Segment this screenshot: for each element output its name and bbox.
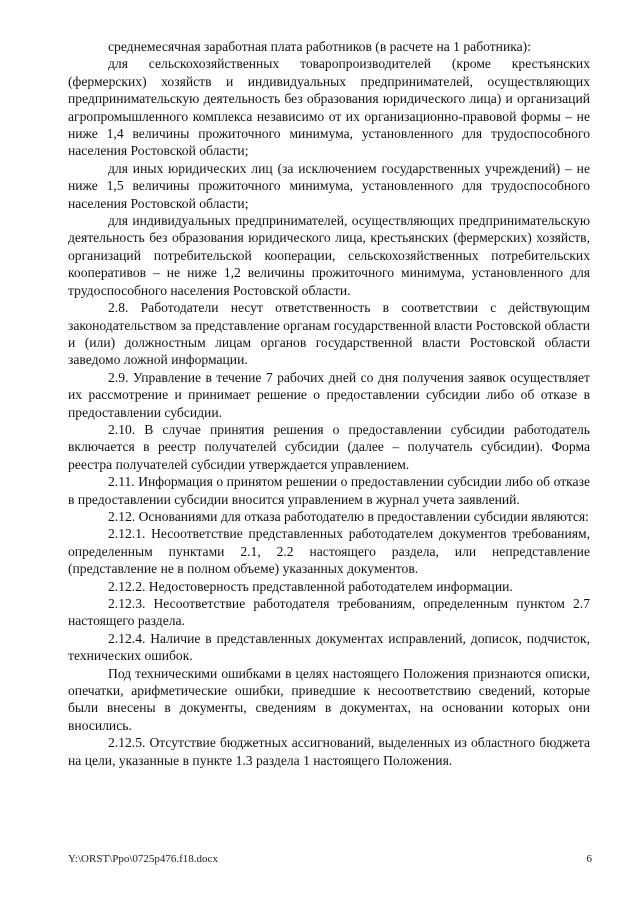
paragraph-2-12-1: 2.12.1. Несоответствие представленных работодателем документов требованиям, определенным пунктами 2.1, 2.2 настоящего раздела, или непредставление (представление не в полном объеме) указанных документов.	[68, 526, 590, 577]
paragraph-2-12-4: 2.12.4. Наличие в представленных документах исправлений, дописок, подчисток, технических ошибок.	[68, 630, 590, 664]
paragraph-2-11: 2.11. Информация о принятом решении о предоставлении субсидии либо об отказе в предоставлении субсидии вносится управлением в журнал учета заявлений.	[68, 474, 590, 507]
paragraph-2-10: 2.10. В случае принятия решения о предоставлении субсидии работодатель включается в реестр получателей субсидии (далее – получатель субсидии). Форма реестра получателей субсидии утверждается управлением.	[68, 421, 590, 472]
paragraph-other-entities: для иных юридических лиц (за исключением государственных учреждений) – не ниже 1,5 величины прожиточного минимума, установленного для трудоспособного населения Ростовской области;	[68, 160, 590, 211]
document-body	[68, 38, 590, 769]
paragraph-technical-errors: Под техническими ошибками в целях настоящего Положения признаются описки, опечатки, арифметические ошибки, приведшие к несоответствию сведений, которые были внесены в документы, сведениям в документах, на основании которых они вносились.	[68, 665, 590, 733]
paragraph-2-12-5: 2.12.5. Отсутствие бюджетных ассигнований, выделенных из областного бюджета на цели, указанные в пункте 1.3 раздела 1 настоящего Положения.	[68, 735, 590, 768]
paragraph-2-9: 2.9. Управление в течение 7 рабочих дней со дня получения заявок осуществляет их рассмотрение и принимает решение о предоставлении субсидии либо об отказе в предоставлении субсидии.	[68, 369, 590, 420]
paragraph-entrepreneurs: для индивидуальных предпринимателей, осуществляющих предпринимательскую деятельность без образования юридического лица, крестьянских (фермерских) хозяйств, организаций потребительской кооперации, сельскохозяйственных потребительских кооперативов – не ниже 1,2 величины прожиточного минимума, установленного для трудоспособного населения Ростовской области.	[68, 213, 590, 298]
paragraph-2-12-3: 2.12.3. Несоответствие работодателя требованиям, определенным пунктом 2.7 настоящего раздела.	[68, 596, 590, 629]
paragraph-2-8: 2.8. Работодатели несут ответственность в соответствии с действующим законодательством за представление органам государственной власти Ростовской области и (или) должностным лицам органов государственной власти Ростовской области заведомо ложной информации.	[68, 300, 590, 368]
paragraph-salary-intro: среднемесячная заработная плата работников (в расчете на 1 работника):	[108, 39, 531, 54]
paragraph-agri-producers: для сельскохозяйственных товаропроизводителей (кроме крестьянских (фермерских) хозяйств и индивидуальных предпринимателей, осуществляющих предпринимательскую деятельность без образования юридического лица) и организаций агропромышленного комплекса независимо от их организационно-правовой формы – не ниже 1,4 величины прожиточного минимума, установленного для трудоспособного населения Ростовской области;	[68, 56, 590, 159]
file-path: Y:\ORST\Ppo\0725p476.f18.docx	[68, 853, 218, 865]
paragraph-2-12: 2.12. Основаниями для отказа работодателю в предоставлении субсидии являются:	[108, 508, 589, 524]
paragraph-2-12-2: 2.12.2. Недостоверность представленной работодателем информации.	[108, 578, 513, 594]
page-number: 6	[586, 853, 592, 865]
